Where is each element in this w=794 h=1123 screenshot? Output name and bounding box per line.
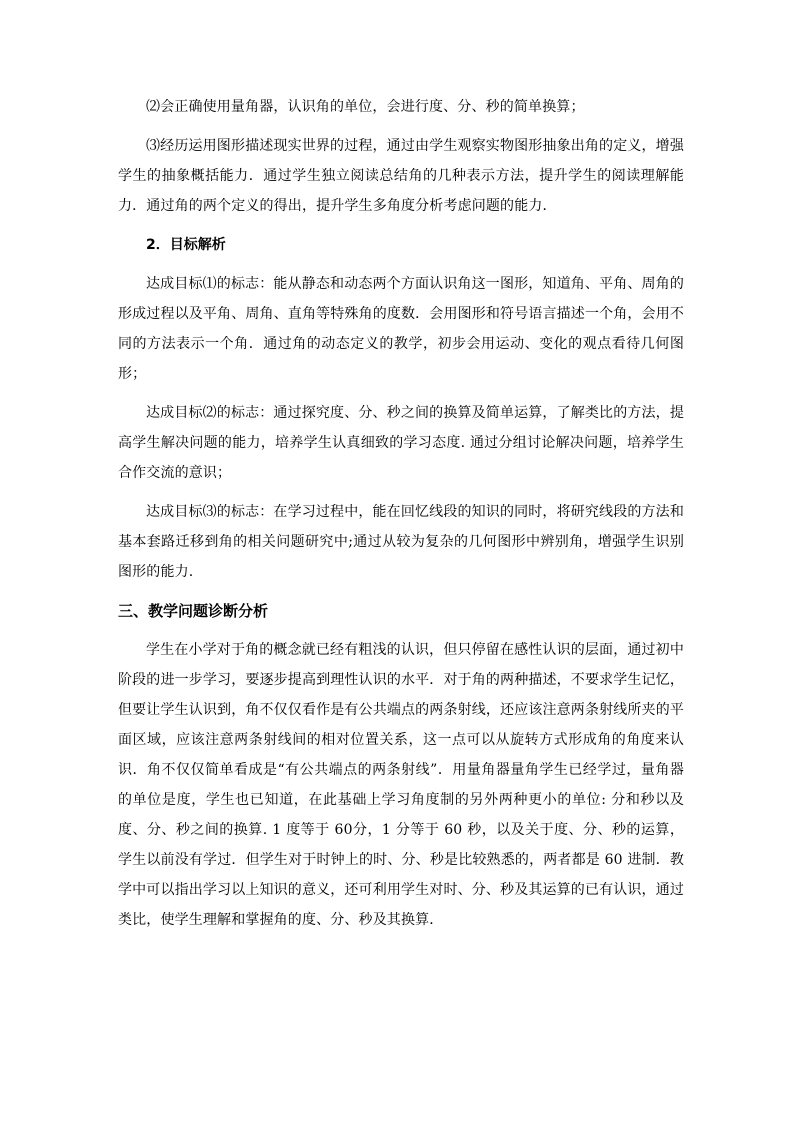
objective-3-paragraph: ⑶经历运用图形描述现实世界的过程，通过由学生观察实物图形抽象出角的定义，增强学生的抽象概括能力．通过学生独立阅读总结角的几种表示方法，提升学生的阅读理解能力．通过角的两个定义的得出，提升学生多角度分析考虑问题的能力．: [118, 138, 684, 214]
diagnosis-paragraph: 学生在小学对于角的概念就已经有粗浅的认识，但只停留在感性认识的层面，通过初中阶段的进一步学习，要逐步提高到理性认识的水平．对于角的两种描述，不要求学生记忆，但要让学生认识到，角不仅仅看作是有公共端点的两条射线，还应该注意两条射线所夹的平面区域，应该注意两条射线间的相对位置关系，这一点可以从旋转方式形成角的角度来认识．角不仅仅简单看成是“有公共端点的两条射线”．用量角器量角学生已经学过，量角器的单位是度，学生也已知道，在此基础上学习角度制的另外两种更小的单位: 分和秒以及度、分、秒之间的换算. 1 度等于 60分，1 分等于 60 秒，以及关于度、分、秒的运算，学生以前没有学过．但学生对于时钟上的时、分、秒是比较熟悉的，两者都是 60 进制．教学中可以指出学习以上知识的意义，还可利用学生对时、分、秒及其运算的已有认识，通过类比，使学生理解和掌握角的度、分、秒及其换算．: [118, 642, 684, 928]
goal-analysis-heading: 2．目标解析: [146, 237, 226, 253]
goal-1-criteria-paragraph: 达成目标⑴的标志：能从静态和动态两个方面认识角这一图形，知道角、平角、周角的形成过程以及平角、周角、直角等特殊角的度数．会用图形和符号语言描述一个角，会用不同的方法表示一个角．通过角的动态定义的教学，初步会用运动、变化的观点看待几何图形；: [118, 276, 684, 382]
section-heading-diagnosis: 三、教学问题诊断分析: [118, 602, 269, 620]
goal-2-criteria-paragraph: 达成目标⑵的标志：通过探究度、分、秒之间的换算及简单运算，了解类比的方法，提高学生解决问题的能力，培养学生认真细致的学习态度. 通过分组讨论解决问题，培养学生合作交流的意识；: [118, 405, 684, 481]
document-page: [118, 92, 684, 944]
objective-2-paragraph: ⑵会正确使用量角器，认识角的单位，会进行度、分、秒的简单换算；: [146, 99, 585, 115]
goal-3-criteria-paragraph: 达成目标⑶的标志：在学习过程中，能在回忆线段的知识的同时，将研究线段的方法和基本套路迁移到角的相关问题研究中;通过从较为复杂的几何图形中辨别角，增强学生识别图形的能力.: [118, 504, 684, 580]
